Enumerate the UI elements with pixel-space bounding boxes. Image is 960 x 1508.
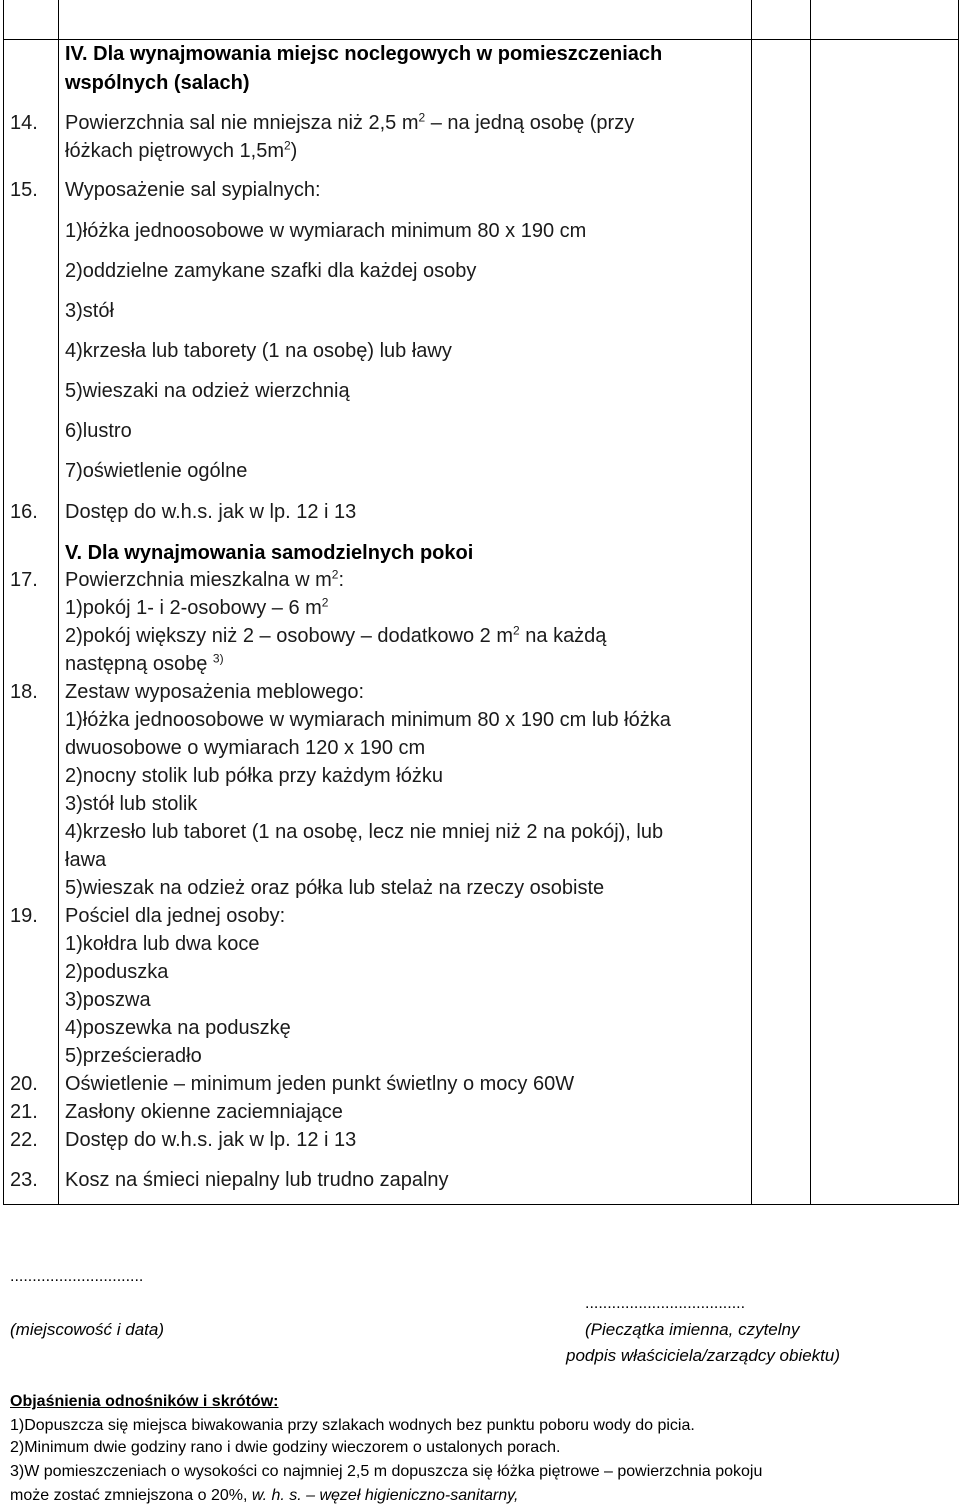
list-item: 3)stół lub stolik	[65, 793, 198, 815]
list-item: 2)oddzielne zamykane szafki dla każdej osoby	[65, 260, 477, 282]
item-22-text: Dostęp do w.h.s. jak w lp. 12 i 13	[65, 1129, 357, 1151]
list-item: 2)poduszka	[65, 961, 169, 983]
section-iv-title-cont: wspólnych (salach)	[65, 72, 250, 94]
item-14-line2: łóżkach piętrowych $1,5m^2$)	[65, 138, 298, 162]
list-item: 4)krzesła lub taborety (1 na osobę) lub ławy	[65, 340, 452, 362]
list-item: 1)łóżka jednoosobowe w wymiarach minimum 80 x 190 cm	[65, 220, 587, 242]
table-column-divider	[751, 0, 752, 1205]
table-border-bottom	[3, 1204, 959, 1205]
item-number: 23.	[10, 1169, 38, 1191]
footnotes-heading: Objaśnienia odnośników i skrótów:	[10, 1393, 279, 1410]
item-number: 14.	[10, 112, 38, 134]
list-item-cont: dwuosobowe o wymiarach 120 x 190 cm	[65, 737, 426, 759]
list-item-cont: ława	[65, 849, 107, 871]
item-21-text: Zasłony okienne zaciemniające	[65, 1101, 343, 1123]
list-item: 4)krzesło lub taboret (1 na osobę, lecz nie mniej niż 2 na pokój), lub	[65, 821, 664, 843]
list-item: 6)lustro	[65, 420, 132, 442]
section-v-title: V. Dla wynajmowania samodzielnych pokoi	[65, 542, 474, 564]
table-border-right	[958, 0, 959, 1205]
table-border-left	[3, 0, 4, 1205]
item-number: 17.	[10, 569, 38, 591]
item-number: 21.	[10, 1101, 38, 1123]
item-16-text: Dostęp do w.h.s. jak w lp. 12 i 13	[65, 501, 357, 523]
footnote: 1)Dopuszcza się miejsca biwakowania przy szlakach wodnych bez punktu poboru wody do picia.	[10, 1417, 695, 1434]
list-item: 5)wieszak na odzież oraz półka lub stelaż na rzeczy osobiste	[65, 877, 605, 899]
list-item: 4)poszewka na poduszkę	[65, 1017, 291, 1039]
item-18-title: Zestaw wyposażenia meblowego:	[65, 681, 365, 703]
list-item-cont: następną osobę $^{3)}$	[65, 651, 224, 675]
table-column-divider	[58, 0, 59, 1205]
item-number: 19.	[10, 905, 38, 927]
signature-label-cont: podpis właściciela/zarządcy obiektu)	[566, 1346, 841, 1365]
list-item: 5)prześcieradło	[65, 1045, 202, 1067]
item-19-title: Pościel dla jednej osoby:	[65, 905, 286, 927]
footnote: 2)Minimum dwie godziny rano i dwie godziny wieczorem o ustalonych porach.	[10, 1439, 561, 1456]
item-number: 15.	[10, 179, 38, 201]
date-place-label: (miejscowość i data)	[10, 1320, 164, 1339]
item-15-title: Wyposażenie sal sypialnych:	[65, 179, 321, 201]
section-iv-title: IV. Dla wynajmowania miejsc noclegowych w pomieszczeniach	[65, 43, 663, 65]
footnote-cont: może zostać zmniejszona o 20%, w. h. s. – węzeł higieniczno-sanitarny,	[10, 1487, 519, 1504]
list-item: 2)nocny stolik lub półka przy każdym łóżku	[65, 765, 443, 787]
footnote: 3)W pomieszczeniach o wysokości co najmniej 2,5 m dopuszcza się łóżka piętrowe – powierzchnia pokoju	[10, 1463, 763, 1480]
item-number: 18.	[10, 681, 38, 703]
item-20-text: Oświetlenie – minimum jeden punkt świetlny o mocy 60W	[65, 1073, 575, 1095]
date-place-dots: ..............................	[10, 1268, 144, 1285]
item-number: 16.	[10, 501, 38, 523]
item-23-text: Kosz na śmieci niepalny lub trudno zapalny	[65, 1169, 449, 1191]
list-item: 3)stół	[65, 300, 114, 322]
list-item: 3)poszwa	[65, 989, 151, 1011]
table-column-divider	[810, 0, 811, 1205]
list-item: 1)pokój 1- i 2-osobowy – 6 $m^2$	[65, 595, 329, 619]
list-item: 1)łóżka jednoosobowe w wymiarach minimum 80 x 190 cm lub łóżka	[65, 709, 671, 731]
item-number: 22.	[10, 1129, 38, 1151]
table-row-divider	[3, 39, 959, 40]
list-item: 5)wieszaki na odzież wierzchnią	[65, 380, 350, 402]
item-14-line1: Powierzchnia sal nie mniejsza niż 2,5 $m^2$ – na jedną osobę (przy	[65, 110, 635, 134]
list-item: 2)pokój większy niż 2 – osobowy – dodatkowo 2 $m^2$ na każdą	[65, 623, 607, 647]
item-17-title: Powierzchnia mieszkalna w $m^2$:	[65, 567, 345, 591]
item-number: 20.	[10, 1073, 38, 1095]
signature-label: (Pieczątka imienna, czytelny	[585, 1320, 800, 1339]
signature-dots: ....................................	[585, 1295, 746, 1312]
list-item: 7)oświetlenie ogólne	[65, 460, 248, 482]
list-item: 1)kołdra lub dwa koce	[65, 933, 260, 955]
